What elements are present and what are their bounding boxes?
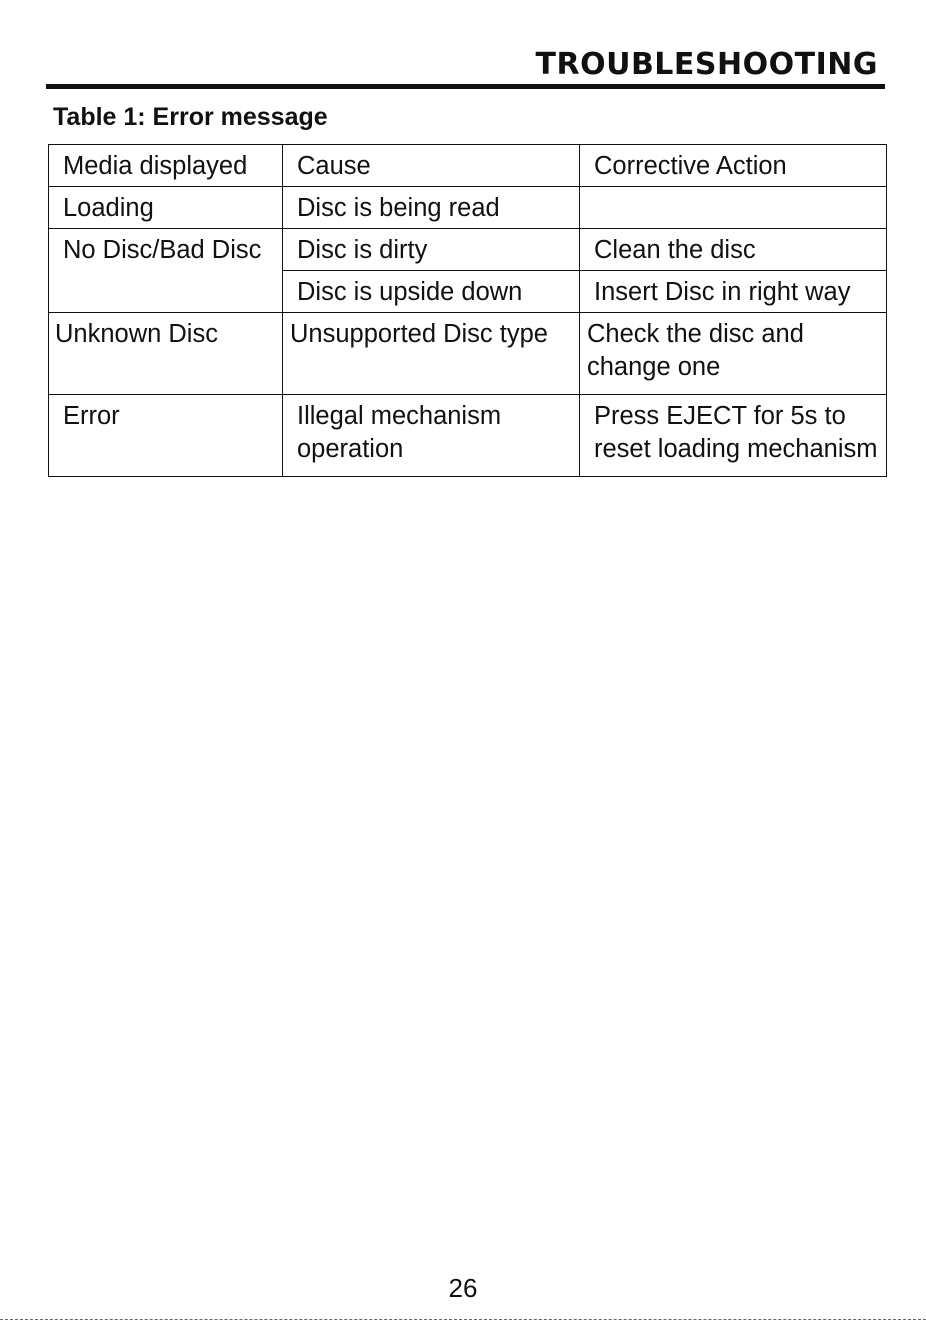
page-number: 26 [448,1273,478,1303]
table-cell-media: Loading [49,187,283,229]
table-cell-action: Press EJECT for 5s to reset loading mechanism [580,395,887,477]
table-cell-media: Error [49,395,283,477]
table-cell-cause: Unsupported Disc type [283,313,580,395]
table-header-row [49,145,887,187]
bottom-dashed-rule [0,1319,926,1320]
header-media-displayed: Media displayed [49,145,283,187]
page-heading: TROUBLESHOOTING [535,47,878,82]
error-message-table [48,144,887,477]
table-row [49,187,887,229]
table-cell-action: Clean the disc [580,229,887,271]
header-cause: Cause [283,145,580,187]
table-cell-media: No Disc/Bad Disc [49,229,283,271]
table-cell-media: Unknown Disc [49,313,283,395]
table-cell-cause: Disc is dirty [283,229,580,271]
table-row [49,229,887,271]
table-cell-action: Insert Disc in right way [580,271,887,313]
table-caption: Table 1: Error message [53,103,328,131]
header-corrective-action: Corrective Action [580,145,887,187]
table-cell-media [49,271,283,313]
heading-rule [46,84,885,89]
table-row [49,271,887,313]
table-cell-cause: Illegal mechanism operation [283,395,580,477]
table-cell-action [580,187,887,229]
table-row [49,395,887,477]
table-row [49,313,887,395]
table-cell-cause: Disc is being read [283,187,580,229]
table-cell-cause: Disc is upside down [283,271,580,313]
table-cell-action: Check the disc and change one [580,313,887,395]
